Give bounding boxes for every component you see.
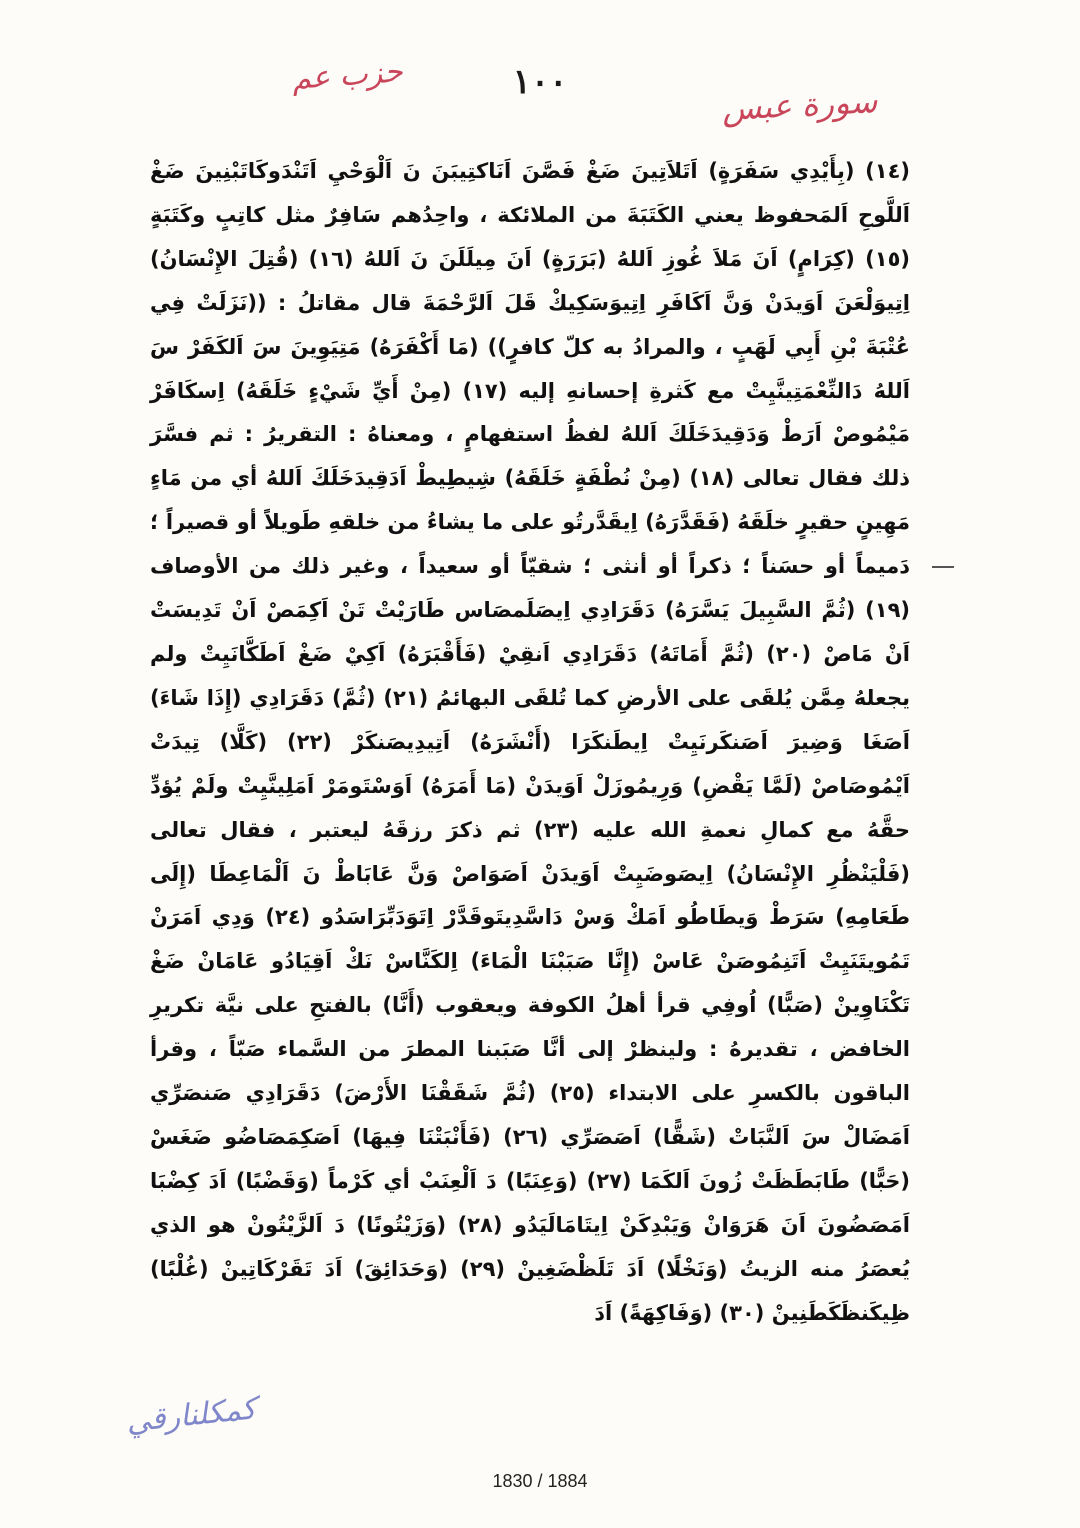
margin-mark (932, 566, 954, 568)
pagination-indicator: 1830 / 1884 (492, 1471, 588, 1491)
handwritten-hizb-note: حزب عم (290, 54, 404, 97)
tafsir-body-text: (١٤) (بِأَيْدِي سَفَرَةٍ) اَتَلاَتِينَ ضَغْ فَصَّنَ اَنَاكتِيبَنَ نَ اَلْوَحْيِ اَتَنْدَوكَاتَبْنِينَ ضَغْ اَللَّوحِ اَلمَحفوظ يعني الكَتَبَةَ من الملائكة ، واحِدُهم سَافِرٌ مثل كاتِبٍ وكَتَبَةٍ (١٥) (كِرَامٍ) اَنَ مَلاَ غُوزِ اَللهُ (بَرَرَةٍ) اَنَ مِيلَلَنَ نَ اَللهُ (١٦) (قُتِلَ الإِنْسَانُ) اِتِيوَلْعَنَ اَوَيدَنْ وَنَّ اَكَافَرِ اِتِيوَسَكِيكْ قَلَ اَلرَّحْمَةَ قال مقاتلُ : ((نَزَلَتْ فِي عُتْبَةَ بْنِ أَبِي لَهَبٍ ، والمرادُ به كلّ كافرٍ)) (مَا أَكْفَرَهُ) مَتِيَوِينَ سَ اَلكَفَرْ سَ اَللهُ دَالنِّعْمَتِينَّيِتْ مع كَثرةِ إحسانهِ إليه (١٧) (مِنْ أَيِّ شَيْءٍ خَلَقَهُ) اِسكَافَرْ مَيْمُوصْ اَرَطْ وَدَقِيدَخَلَكَ اَللهُ لفظُ استفهامٍ ، ومعناهُ : التقريرُ : ثم فسَّرَ ذلك فقال تعالى (١٨) (مِنْ نُطْفَةٍ خَلَقَهُ) شِيطِيطْ اَدَقِيدَخَلَكَ اَللهُ أي من مَاءٍ مَهِينٍ حقيرٍ خلَقَهُ (فَقَدَّرَهُ) اِيقَدَّرتُو على ما يشاءُ من خلقهِ طَويلاً أو قصيراً ؛ دَميماً أو حسَناً ؛ ذكراً أو أنثى ؛ شقيّاً أو سعيداً ، وغير ذلك من الأوصاف (١٩) (ثُمَّ السَّبِيلَ يَسَّرَهُ) دَقَرَادِي اِيصَلَمصَاس طَارَيْتْ تَنْ اَكِمَصْ اَنْ تَدِيسَتْ اَنْ مَاصْ (٢٠) (ثُمَّ أَمَاتَهُ) دَقَرَادِي اَنقِيْ (فَأَقْبَرَهُ) اَكِيْ ضَغْ اَطَكَّانَيِتْ ولم يجعلهُ مِمَّن يُلقَى على الأرضِ كما تُلقَى البهائمُ (٢١) (ثُمَّ) دَقَرَادِي (إِذَا شَاءَ) اَصَغَا وَضِيرَ اَصَنكَرنَيِتْ اِيطَنكَرَا (أَنْشَرَهُ) اَتِيدِيصَنكَرْ (٢٢) (كَلَّا) تِيدَتْ اَيْمُوصَاصْ (لَمَّا يَقْضِ) وَرِيمُوزَلْ اَوَيدَنْ (مَا أَمَرَهُ) اَوَسْتَومَرْ اَمَلِينَّيِتْ ولَمْ يُؤدِّ حقَّهُ مع كمالِ نعمةِ الله عليه (٢٣) ثم ذكرَ رزقَهُ ليعتبر ، فقال تعالى (فَلْيَنْظُرِ الإِنْسَانُ) اِيصَوضَيِتْ اَوَيدَنْ اَصَوَاصْ وَنَّ عَابَاطْ نَ اَلْمَاعِطَا (إِلَى طَعَامِهِ) سَرَطْ وَيطَاطُو اَمَكْ وَسْ دَاسَّدِيتَوقَدَّرْ اِتَوَدَبِّرَاسَدُو (٢٤) وَدِي اَمَرَنْ تَمُويتَنَيِتْ اَتَنِمُوصَنْ عَاسْ (إِنَّا صَبَبْنَا الْمَاءَ) اِلكَنَّاسْ نَكْ اَقِيَادُو عَامَانْ ضَغْ تَكْنَاوِينْ (صَبًّا) اُوفِي قرأ أهلُ الكوفة ويعقوب (أَنَّا) بالفتحِ على نيَّة تكريرِ الخافض ، تقديرهُ : ولينظرْ إلى أنَّا صَبَبنا المطرَ من السَّماء صَبّاً ، وقرأ الباقون بالكسرِ على الابتداء (٢٥) (ثُمَّ شَقَقْنَا الأَرْضَ) دَقَرَادِي صَنصَرِّي اَمَضَالْ سَ اَلنَّبَاتْ (شَقًّا) اَصَصَرِّي (٢٦) (فَأَنْبَتْنَا فِيهَا) اَصَكِمَصَاضُو ضَغَسْ (حَبًّا) طَابَطَظَتْ زُونَ اَلكَمَا (٢٧) (وَعِنَبًا) دَ اَلْعِنَبْ أي كَرْماً (وَقَضْبًا) اَدَ كِضْبَا اَمَصَضُونَ اَنَ هَرَوَانْ وَيَبْدِكَنْ اِيتَامَالَيَدُو (٢٨) (وَزَيْتُونًا) دَ اَلزَّيْتُونْ هو الذي يُعصَرُ منه الزيتُ (وَنَخْلًا) اَدَ تَلَظْضَغِينْ (٢٩) (وَحَدَائِقَ) اَدَ تَقَرْكَاتِينْ (غُلْبًا) ظِيكَنظَكَطَنِينْ (٣٠) (وَفَاكِهَةً) اَدَ (150, 159, 911, 1325)
handwritten-surah-note: سورة عبس (721, 81, 879, 129)
handwritten-author-note: كمكلنارقي (124, 1391, 258, 1440)
page-number: ١٠٠ (512, 62, 568, 102)
